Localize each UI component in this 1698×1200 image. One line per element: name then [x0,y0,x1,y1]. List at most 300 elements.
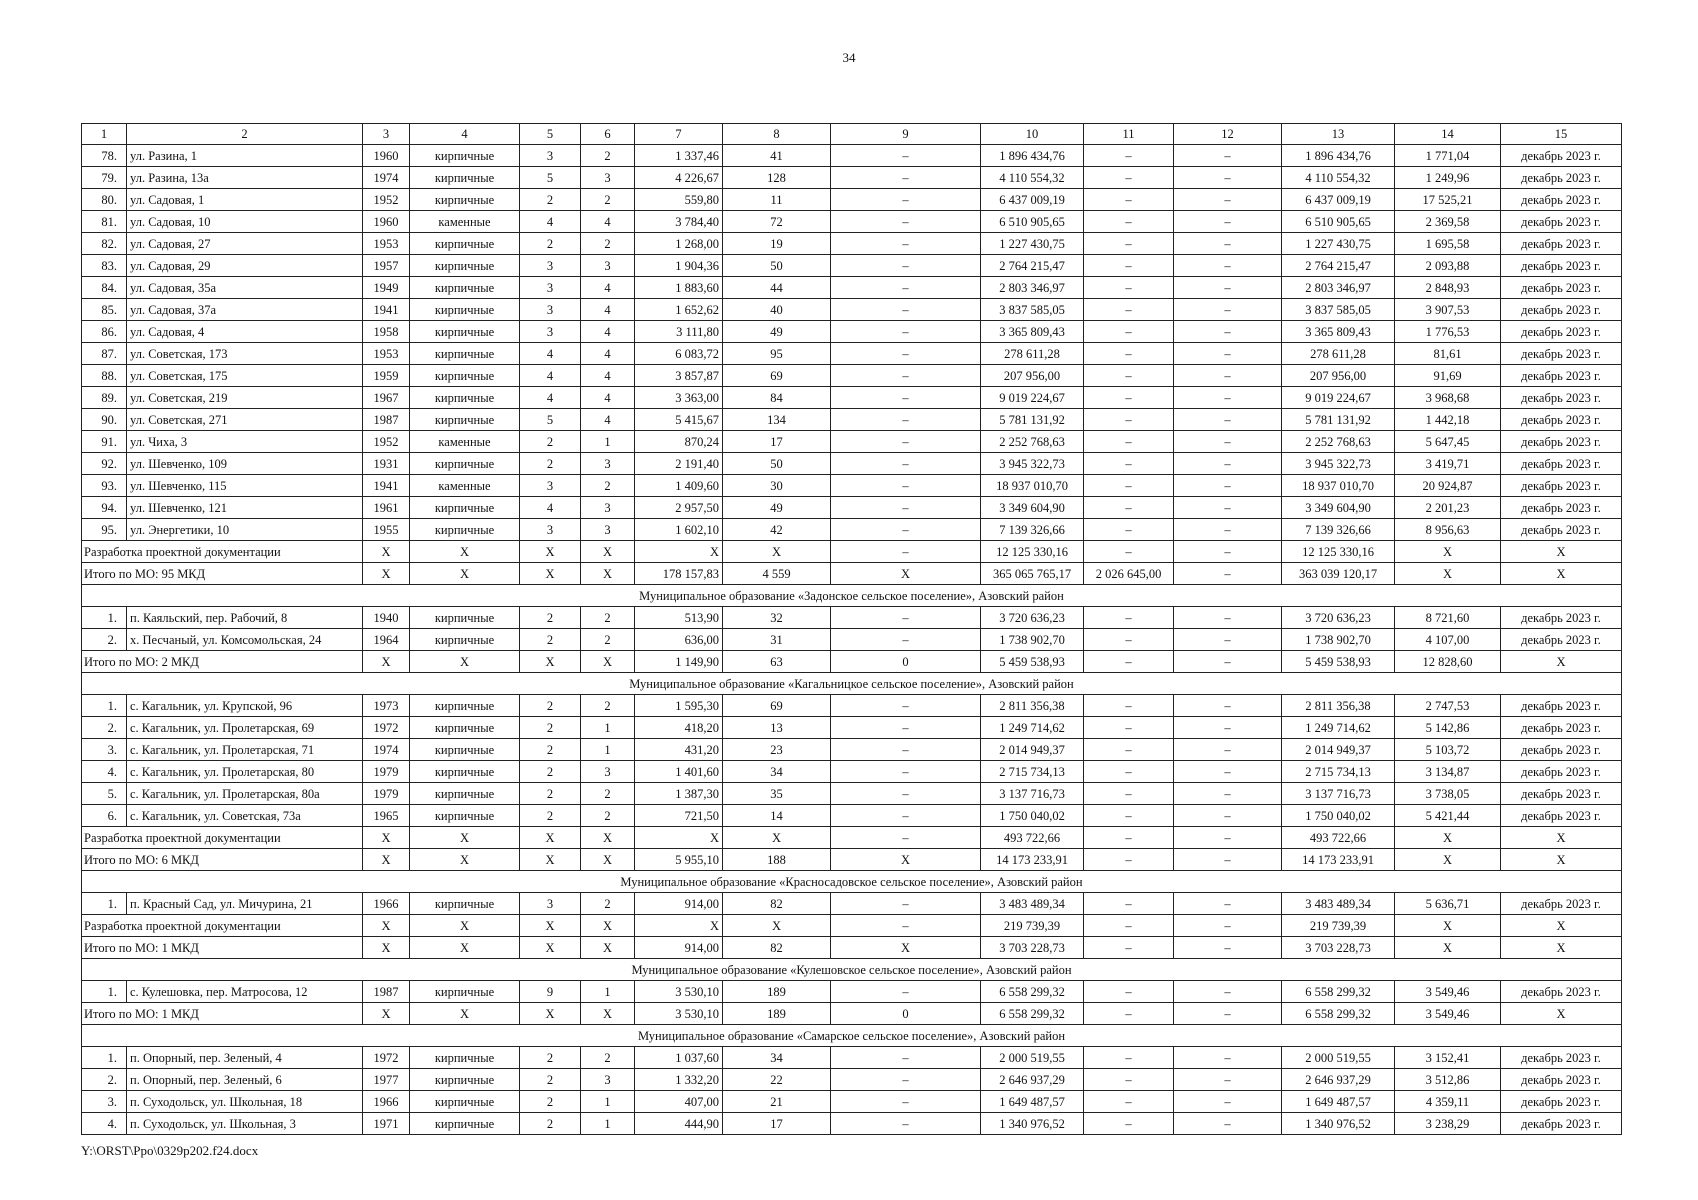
table-cell: 4 [581,387,635,409]
table-cell: 79. [82,167,127,189]
table-cell: 207 956,00 [1282,365,1395,387]
table-cell: кирпичные [410,607,520,629]
table-cell: 4 107,00 [1395,629,1501,651]
column-header: 14 [1395,124,1501,145]
table-cell: – [1174,607,1282,629]
table-cell: п. Каяльский, пер. Рабочий, 8 [127,607,363,629]
table-cell: X [410,915,520,937]
table-cell: кирпичные [410,145,520,167]
table-cell: – [1084,739,1174,761]
table-cell: 2 [581,629,635,651]
table-row [82,497,1622,519]
table-cell: 6 558 299,32 [1282,1003,1395,1025]
table-cell: 34 [723,1047,831,1069]
table-cell: декабрь 2023 г. [1501,497,1622,519]
table-cell: 1 [581,981,635,1003]
table-cell: 2 [520,761,581,783]
table-cell: 2 000 519,55 [1282,1047,1395,1069]
table-cell: 3 137 716,73 [1282,783,1395,805]
table-cell: 1960 [363,211,410,233]
table-cell: X [363,849,410,871]
table-cell: п. Опорный, пер. Зеленый, 4 [127,1047,363,1069]
table-cell: 4 [581,277,635,299]
total-label: Итого по МО: 2 МКД [82,651,363,673]
table-cell: 3 134,87 [1395,761,1501,783]
table-cell: 3 [581,1069,635,1091]
table-cell: декабрь 2023 г. [1501,299,1622,321]
table-cell: 1 595,30 [635,695,723,717]
table-cell: 95 [723,343,831,365]
table-row [82,167,1622,189]
table-cell: 3 907,53 [1395,299,1501,321]
table-cell: – [1084,629,1174,651]
table-cell: X [1395,849,1501,871]
table-cell: X [410,827,520,849]
table-cell: 14 173 233,91 [1282,849,1395,871]
table-cell: декабрь 2023 г. [1501,1047,1622,1069]
table-cell: 93. [82,475,127,497]
table-cell: – [1174,233,1282,255]
table-cell: – [831,1069,981,1091]
table-cell: 1 409,60 [635,475,723,497]
table-cell: с. Кагальник, ул. Крупской, 96 [127,695,363,717]
table-body [82,124,1622,1135]
table-cell: 5 636,71 [1395,893,1501,915]
table-cell: декабрь 2023 г. [1501,277,1622,299]
table-cell: 278 611,28 [981,343,1084,365]
section-title: Муниципальное образование «Задонское сельское поселение», Азовский район [82,585,1622,607]
table-cell: X [581,915,635,937]
table-cell: – [1174,189,1282,211]
table-row [82,629,1622,651]
table-cell: декабрь 2023 г. [1501,255,1622,277]
table-cell: декабрь 2023 г. [1501,761,1622,783]
table-cell: ул. Садовая, 27 [127,233,363,255]
table-cell: 1965 [363,805,410,827]
table-cell: 2 803 346,97 [1282,277,1395,299]
table-cell: 431,20 [635,739,723,761]
table-cell: – [1174,321,1282,343]
table-cell: 2 [581,695,635,717]
table-cell: X [635,541,723,563]
table-row [82,761,1622,783]
total-label: Итого по МО: 1 МКД [82,1003,363,1025]
table-cell: 278 611,28 [1282,343,1395,365]
table-cell: 6 437 009,19 [981,189,1084,211]
table-cell: декабрь 2023 г. [1501,519,1622,541]
table-cell: 14 [723,805,831,827]
table-row [82,409,1622,431]
table-cell: – [831,475,981,497]
table-cell: 4 110 554,32 [981,167,1084,189]
table-cell: 2 [520,783,581,805]
column-header: 6 [581,124,635,145]
table-cell: – [831,1113,981,1135]
table-cell: 418,20 [635,717,723,739]
table-cell: – [1084,431,1174,453]
table-cell: 1952 [363,189,410,211]
table-cell: X [635,915,723,937]
table-cell: – [831,541,981,563]
table-cell: 5 [520,167,581,189]
table-cell: – [1174,453,1282,475]
table-row [82,607,1622,629]
table-cell: 4 559 [723,563,831,585]
table-cell: – [1084,475,1174,497]
table-row [82,365,1622,387]
table-cell: декабрь 2023 г. [1501,387,1622,409]
table-cell: – [831,211,981,233]
table-cell: 1966 [363,1091,410,1113]
table-cell: 219 739,39 [981,915,1084,937]
table-cell: 2 [520,431,581,453]
table-cell: 870,24 [635,431,723,453]
table-cell: – [1084,189,1174,211]
table-cell: – [1174,167,1282,189]
table-cell: 3 720 636,23 [981,607,1084,629]
table-cell: 513,90 [635,607,723,629]
table-cell: 3 549,46 [1395,981,1501,1003]
table-cell: 1972 [363,717,410,739]
table-cell: 3 365 809,43 [1282,321,1395,343]
table-cell: декабрь 2023 г. [1501,233,1622,255]
table-cell: X [363,563,410,585]
table-cell: 2 [581,783,635,805]
table-cell: X [520,827,581,849]
table-cell: – [831,629,981,651]
table-row [82,343,1622,365]
table-cell: 3 137 716,73 [981,783,1084,805]
table-cell: 1 883,60 [635,277,723,299]
table-cell: 1979 [363,761,410,783]
table-cell: 1953 [363,343,410,365]
table-cell: 9 019 224,67 [1282,387,1395,409]
table-cell: 1 649 487,57 [981,1091,1084,1113]
table-cell: 4 [520,343,581,365]
table-cell: 17 [723,431,831,453]
table-cell: – [1084,1069,1174,1091]
table-cell: – [1174,717,1282,739]
table-cell: 4 [581,321,635,343]
table-cell: 3 857,87 [635,365,723,387]
table-cell: – [831,431,981,453]
table-row [82,453,1622,475]
table-cell: 3 349 604,90 [1282,497,1395,519]
table-row [82,1069,1622,1091]
table-cell: 1 227 430,75 [1282,233,1395,255]
table-cell: кирпичные [410,299,520,321]
table-cell: 1 [581,1091,635,1113]
table-cell: 1 249,96 [1395,167,1501,189]
table-cell: кирпичные [410,387,520,409]
table-cell: – [1084,387,1174,409]
table-cell: 5. [82,783,127,805]
table-cell: 4 [520,211,581,233]
table-cell: 721,50 [635,805,723,827]
table-cell: 6 558 299,32 [981,1003,1084,1025]
table-cell: 91,69 [1395,365,1501,387]
table-cell: – [1174,387,1282,409]
table-cell: 1 340 976,52 [1282,1113,1395,1135]
table-cell: 1987 [363,981,410,1003]
table-cell: X [1501,937,1622,959]
table-cell: 6 510 905,65 [1282,211,1395,233]
table-cell: – [831,1047,981,1069]
table-cell: 4 [581,299,635,321]
table-cell: 6 558 299,32 [981,981,1084,1003]
table-cell: – [1084,783,1174,805]
table-cell: 95. [82,519,127,541]
table-cell: 2 191,40 [635,453,723,475]
table-cell: 34 [723,761,831,783]
table-cell: п. Суходольск, ул. Школьная, 18 [127,1091,363,1113]
table-cell: – [831,365,981,387]
table-cell: 63 [723,651,831,673]
table-cell: – [831,233,981,255]
header-row [82,124,1622,145]
column-header: 5 [520,124,581,145]
total-label: Разработка проектной документации [82,827,363,849]
table-cell: 4 [581,409,635,431]
table-cell: – [1174,475,1282,497]
total-label: Разработка проектной документации [82,541,363,563]
table-cell: – [1084,519,1174,541]
table-cell: – [831,167,981,189]
table-cell: 4. [82,761,127,783]
table-cell: – [1174,145,1282,167]
table-cell: 1 [581,717,635,739]
table-cell: 1. [82,893,127,915]
table-cell: 1 401,60 [635,761,723,783]
table-cell: 1931 [363,453,410,475]
table-cell: 30 [723,475,831,497]
table-row [82,783,1622,805]
table-cell: 81. [82,211,127,233]
table-cell: 1 149,90 [635,651,723,673]
table-cell: 19 [723,233,831,255]
table-cell: 1 904,36 [635,255,723,277]
table-cell: декабрь 2023 г. [1501,431,1622,453]
table-cell: X [520,937,581,959]
table-cell: декабрь 2023 г. [1501,409,1622,431]
table-cell: декабрь 2023 г. [1501,607,1622,629]
table-cell: 11 [723,189,831,211]
table-cell: – [1084,915,1174,937]
table-cell: 1972 [363,1047,410,1069]
table-cell: 92. [82,453,127,475]
table-cell: 6 558 299,32 [1282,981,1395,1003]
table-cell: X [1501,563,1622,585]
column-header: 13 [1282,124,1395,145]
table-cell: 493 722,66 [981,827,1084,849]
table-cell: X [581,1003,635,1025]
table-cell: 35 [723,783,831,805]
table-cell: 2 014 949,37 [1282,739,1395,761]
table-cell: 4 [520,387,581,409]
table-cell: – [1174,277,1282,299]
table-cell: 1949 [363,277,410,299]
table-cell: 2 014 949,37 [981,739,1084,761]
table-cell: 407,00 [635,1091,723,1113]
table-cell: X [723,915,831,937]
table-cell: 12 125 330,16 [981,541,1084,563]
table-cell: 23 [723,739,831,761]
table-cell: 32 [723,607,831,629]
table-cell: 3 111,80 [635,321,723,343]
table-cell: 2 [520,1091,581,1113]
table-cell: 3 [520,277,581,299]
table-cell: ул. Шевченко, 109 [127,453,363,475]
table-cell: 2. [82,629,127,651]
table-cell: – [831,981,981,1003]
table-row [82,519,1622,541]
table-cell: декабрь 2023 г. [1501,211,1622,233]
table-cell: 5 955,10 [635,849,723,871]
table-cell: 3 [520,519,581,541]
table-cell: – [1174,563,1282,585]
table-cell: – [1084,343,1174,365]
table-cell: 6 437 009,19 [1282,189,1395,211]
table-cell: – [1174,255,1282,277]
total-row [82,937,1622,959]
table-cell: 3 483 489,34 [1282,893,1395,915]
table-cell: кирпичные [410,1091,520,1113]
table-cell: декабрь 2023 г. [1501,167,1622,189]
table-cell: 134 [723,409,831,431]
table-cell: 1959 [363,365,410,387]
table-cell: 1. [82,607,127,629]
table-cell: – [1174,893,1282,915]
table-cell: 3 238,29 [1395,1113,1501,1135]
table-cell: 4 [581,211,635,233]
table-cell: п. Красный Сад, ул. Мичурина, 21 [127,893,363,915]
table-cell: кирпичные [410,695,520,717]
table-cell: ул. Советская, 271 [127,409,363,431]
table-cell: – [1084,409,1174,431]
table-cell: – [1174,343,1282,365]
table-cell: с. Кагальник, ул. Пролетарская, 71 [127,739,363,761]
table-row [82,189,1622,211]
table-cell: – [831,409,981,431]
table-cell: X [410,849,520,871]
table-cell: – [1084,299,1174,321]
column-header: 11 [1084,124,1174,145]
table-cell: 3 [581,519,635,541]
section-title: Муниципальное образование «Красносадовское сельское поселение», Азовский район [82,871,1622,893]
table-cell: 1 896 434,76 [981,145,1084,167]
table-cell: 3 703 228,73 [1282,937,1395,959]
table-cell: – [1084,937,1174,959]
table-cell: 189 [723,981,831,1003]
table-cell: декабрь 2023 г. [1501,365,1622,387]
table-cell: 444,90 [635,1113,723,1135]
table-cell: – [831,343,981,365]
table-cell: декабрь 2023 г. [1501,629,1622,651]
table-cell: 2 764 215,47 [1282,255,1395,277]
table-cell: 42 [723,519,831,541]
table-cell: кирпичные [410,321,520,343]
table-cell: 219 739,39 [1282,915,1395,937]
table-cell: 1941 [363,475,410,497]
table-cell: кирпичные [410,519,520,541]
table-cell: – [831,805,981,827]
table-cell: кирпичные [410,717,520,739]
table-cell: 2 [520,739,581,761]
table-cell: 2 [581,893,635,915]
table-cell: X [1501,541,1622,563]
table-row [82,805,1622,827]
table-cell: 1967 [363,387,410,409]
table-cell: X [1395,827,1501,849]
total-row [82,915,1622,937]
table-cell: ул. Советская, 219 [127,387,363,409]
section-row [82,959,1622,981]
table-cell: 40 [723,299,831,321]
table-cell: 363 039 120,17 [1282,563,1395,585]
table-cell: 5 142,86 [1395,717,1501,739]
table-cell: X [520,563,581,585]
table-cell: 2 [520,233,581,255]
table-cell: 3 [581,761,635,783]
table-cell: 6 083,72 [635,343,723,365]
table-cell: с. Кагальник, ул. Пролетарская, 69 [127,717,363,739]
table-cell: 1 [581,1113,635,1135]
table-cell: 13 [723,717,831,739]
table-cell: декабрь 2023 г. [1501,475,1622,497]
table-cell: 3 349 604,90 [981,497,1084,519]
table-cell: 365 065 765,17 [981,563,1084,585]
table-cell: 1 750 040,02 [981,805,1084,827]
table-cell: X [831,563,981,585]
table-cell: – [1174,915,1282,937]
table-cell: – [1084,497,1174,519]
table-cell: – [1084,1113,1174,1135]
table-row [82,739,1622,761]
total-label: Итого по МО: 95 МКД [82,563,363,585]
table-cell: каменные [410,211,520,233]
table-cell: 2 [520,717,581,739]
table-cell: – [831,717,981,739]
table-cell: X [363,1003,410,1025]
table-cell: X [581,651,635,673]
table-cell: 3 152,41 [1395,1047,1501,1069]
table-cell: кирпичные [410,981,520,1003]
section-row [82,585,1622,607]
table-row [82,695,1622,717]
total-row [82,849,1622,871]
table-cell: 2 252 768,63 [1282,431,1395,453]
table-cell: 1979 [363,783,410,805]
table-cell: X [1501,849,1622,871]
table-cell: кирпичные [410,805,520,827]
table-cell: – [1174,497,1282,519]
table-cell: – [1174,783,1282,805]
table-row [82,255,1622,277]
table-cell: 94. [82,497,127,519]
table-cell: 1 340 976,52 [981,1113,1084,1135]
table-cell: кирпичные [410,1047,520,1069]
table-cell: 2. [82,717,127,739]
table-cell: 2 [520,1047,581,1069]
table-cell: декабрь 2023 г. [1501,805,1622,827]
table-cell: 2 646 937,29 [981,1069,1084,1091]
table-cell: 41 [723,145,831,167]
table-cell: 1 [581,739,635,761]
table-cell: 81,61 [1395,343,1501,365]
table-cell: – [1174,805,1282,827]
table-cell: 3 [520,475,581,497]
table-cell: каменные [410,475,520,497]
